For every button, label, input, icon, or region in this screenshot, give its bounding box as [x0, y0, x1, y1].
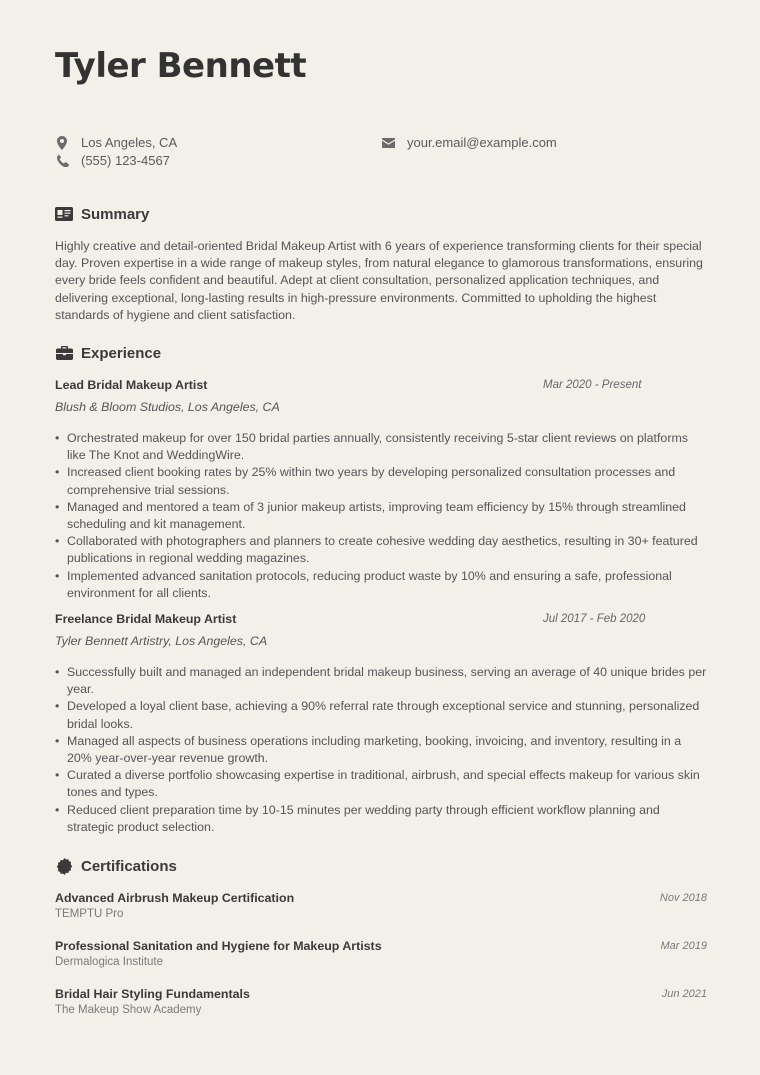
certification-name: Bridal Hair Styling Fundamentals [55, 987, 250, 1001]
job-title: Freelance Bridal Makeup Artist [55, 612, 237, 626]
job-bullet: • Curated a diverse portfolio showcasing expertise in traditional, airbrush, and special effects makeup for various skin tones and types. [55, 767, 707, 801]
certification-org: Dermalogica Institute [55, 956, 164, 968]
job-company: Tyler Bennett Artistry, Los Angeles, CA [55, 634, 268, 648]
certification-date: Nov 2018 [659, 892, 707, 904]
certification-name: Professional Sanitation and Hygiene for Makeup Artists [55, 939, 382, 953]
certifications-heading-text: Certifications [81, 857, 177, 875]
job-bullets [55, 664, 707, 836]
candidate-name: Tyler Bennett [55, 46, 307, 86]
certificate-badge-icon [55, 857, 73, 875]
id-card-icon [55, 205, 73, 223]
contact-block [55, 135, 705, 175]
summary-text: Highly creative and detail-oriented Bridal Makeup Artist with 6 years of experience transforming clients for their special day. Proven expertise in a wide range of makeup styles, from natural elegance to glamorous transformations, ensuring every bride feels confident and beautiful. Adept at client consultation, personalized application techniques, and delivering exceptional, long-lasting results in high-pressure environments. Committed to upholding the highest standards of hygiene and client satisfaction. [55, 239, 703, 322]
experience-heading-text: Experience [81, 344, 162, 362]
briefcase-icon [55, 344, 73, 362]
envelope-icon [381, 136, 395, 150]
certification-item [55, 987, 707, 1016]
location-text: Los Angeles, CA [81, 135, 178, 150]
job-bullet: • Managed and mentored a team of 3 junior makeup artists, improving team efficiency by 15% through streamlined scheduling and kit management. [55, 499, 707, 533]
certifications-heading [55, 857, 177, 875]
job-bullet: • Developed a loyal client base, achieving a 90% referral rate through exceptional service and stunning, personalized bridal looks. [55, 698, 707, 732]
job-date: Mar 2020 - Present [543, 379, 642, 391]
certification-item [55, 891, 707, 920]
certification-date: Mar 2019 [660, 940, 707, 952]
certification-date: Jun 2021 [661, 988, 707, 1000]
certification-org: TEMPTU Pro [55, 908, 124, 920]
job-bullet: • Reduced client preparation time by 10-15 minutes per wedding party through efficient workflow planning and strategic product selection. [55, 802, 707, 836]
email-link[interactable]: your.email@example.com [407, 135, 557, 150]
map-pin-icon [55, 136, 69, 150]
summary-heading [55, 205, 149, 223]
job-company: Blush & Bloom Studios, Los Angeles, CA [55, 400, 280, 414]
job-bullet: • Managed all aspects of business operations including marketing, booking, invoicing, and inventory, resulting in a 20% year-over-year revenue growth. [55, 733, 707, 767]
phone-text: (555) 123-4567 [81, 153, 170, 168]
contact-email [381, 135, 557, 150]
job-bullet: • Increased client booking rates by 25% within two years by developing personalized consultation processes and comprehensive trial sessions. [55, 464, 707, 498]
certification-org: The Makeup Show Academy [55, 1004, 202, 1016]
summary-heading-text: Summary [81, 205, 150, 223]
contact-phone [55, 153, 170, 168]
job-bullet: • Successfully built and managed an independent bridal makeup business, serving an average of 40 unique brides per year. [55, 664, 707, 698]
job-bullets [55, 430, 707, 602]
phone-icon [55, 154, 69, 168]
job-bullet: • Orchestrated makeup for over 150 bridal parties annually, consistently receiving 5-star client reviews on platforms like The Knot and WeddingWire. [55, 430, 707, 464]
certification-item [55, 939, 707, 968]
experience-heading [55, 344, 161, 362]
job-bullet: • Implemented advanced sanitation protocols, reducing product waste by 10% and ensuring a safe, professional environment for all clients. [55, 568, 707, 602]
job-date: Jul 2017 - Feb 2020 [543, 613, 646, 625]
contact-location [55, 135, 177, 150]
job-title: Lead Bridal Makeup Artist [55, 378, 208, 392]
certification-name: Advanced Airbrush Makeup Certification [55, 891, 295, 905]
job-bullet: • Collaborated with photographers and planners to create cohesive wedding day aesthetics, resulting in 30+ featured publications in regional wedding magazines. [55, 533, 707, 567]
